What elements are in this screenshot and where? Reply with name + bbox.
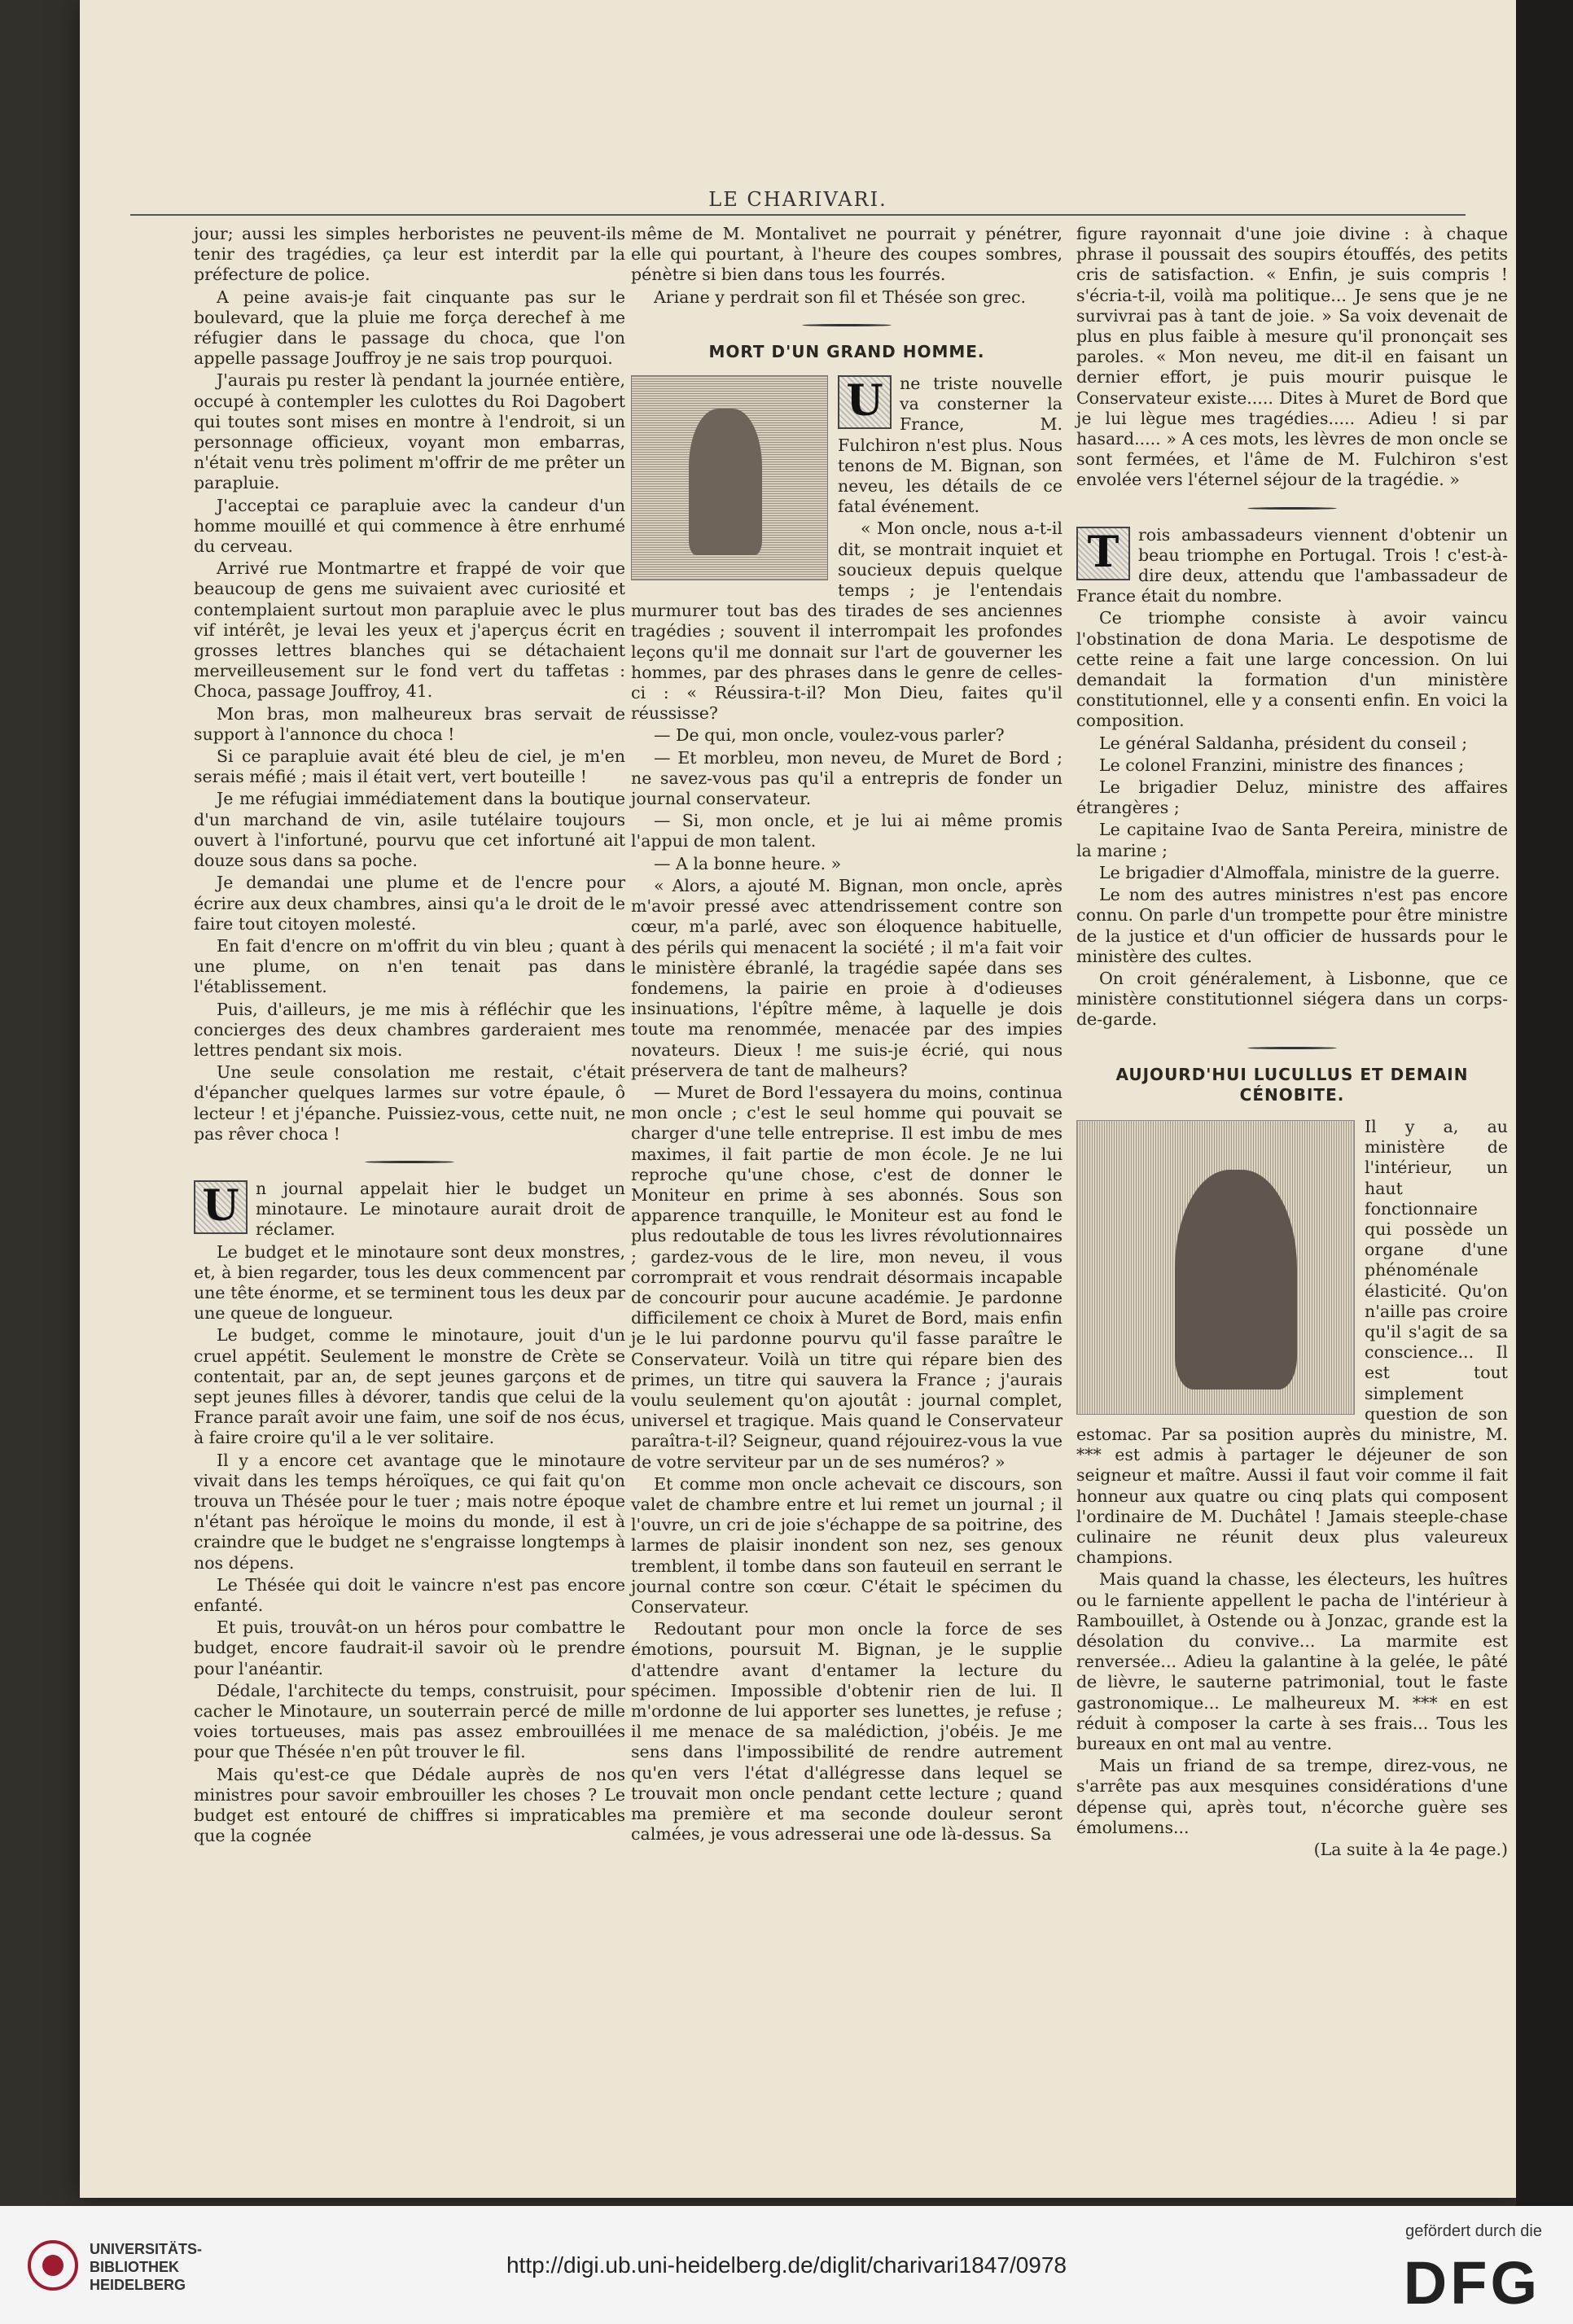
library-name-line: UNIVERSITÄTS-: [90, 2241, 203, 2257]
paragraph: figure rayonnait d'une joie divine : à chaque phrase il poussait des soupirs étouffés, des petits cris de satisfaction. « Enfin, je suis compris ! s'écria-t-il, voilà ma politique... Je sens que je ne survivrai pas à tant de joie. » Sa voix devenait de plus en plus faible à mesure qu'il prononçait ses paroles. « Mon neveu, me dit-il en faisant un dernier effort, je puis mourir puisque le Conservateur existe..... Dites à Muret de Bord que je lui lègue mes tragédies..... Adieu ! si par hasard..... » A ces mots, les lèvres de mon oncle se sont fermées, et l'âme de M. Fulchiron s'est envolée vers l'éternel séjour de la tragédie. »: [1076, 224, 1508, 490]
viewer-footer: [0, 2206, 1573, 2324]
paragraph: Je me réfugiai immédiatement dans la boutique d'un marchand de vin, asile tutélaire toujours ouvert à l'infortuné, pourvu que cet infortuné ait douze sous dans sa poche.: [194, 789, 625, 871]
paragraph: — Si, mon oncle, et je lui ai même promis l'appui de mon talent.: [631, 811, 1063, 851]
dropcap-initial: U: [838, 375, 892, 429]
paragraph: Ariane y perdrait son fil et Thésée son grec.: [654, 287, 1026, 307]
paragraph: Je demandai une plume et de l'encre pour écrire aux deux chambres, ainsi qu'a le droit de le faire tout citoyen molesté.: [194, 873, 625, 934]
paragraph: On croit généralement, à Lisbonne, que ce ministère constitutionnel siégera dans un corps-de-garde.: [1076, 968, 1508, 1030]
paragraph: Le capitaine Ivao de Santa Pereira, ministre de la marine ;: [1076, 820, 1508, 860]
column-2: [631, 224, 1063, 1846]
paragraph: — De qui, mon oncle, voulez-vous parler?: [654, 725, 1005, 746]
adjacent-page-edge: [1516, 0, 1573, 2206]
paragraph: En fait d'encre on m'offrit du vin bleu ; quant à une plume, on n'en tenait pas dans l'établissement.: [194, 935, 625, 997]
paragraph: même de M. Montalivet ne pourrait y pénétrer, elle qui pourtant, à l'heure des coupes sombres, pénètre si bien dans tous les fourrés.: [631, 224, 1063, 285]
paragraph: Il y a, au ministère de l'intérieur, un haut fonctionnaire qui possède un organe d'une phénoménale élasticité. Qu'on n'aille pas croire qu'il s'agit de sa conscience... Il est tout simplement question de son estomac. Par sa position auprès du ministre, M. *** est admis à partager le déjeuner de son seigneur et maître. Aussi il faut voir comme il fait honneur aux quatre ou cinq plats qui composent l'ordinaire de M. Duchâtel ! Jamais steeple-chase culinaire ne réunit deux plus valeureux champions.: [1076, 1116, 1508, 1568]
article-heading: AUJOURD'HUI LUCULLUS ET DEMAIN CÉNOBITE.: [1115, 1064, 1469, 1105]
paragraph: Le nom des autres ministres n'est pas encore connu. On parle d'un trompette pour être ministre de la justice et d'un officier de hussards pour le ministère des cultes.: [1076, 885, 1508, 966]
paragraph: J'aurais pu rester là pendant la journée entière, occupé à contempler les culottes du Roi Dagobert qui toutes sont mises en montre à l'endroit, si un personnage officieux, voyant mon embarras, n'était venu très poliment m'offrir de me prêter un parapluie.: [194, 370, 625, 493]
paragraph: Il y a encore cet avantage que le minotaure vivait dans les temps héroïques, ce qui fait qu'on trouva un Thésée pour le tuer ; mais notre époque n'étant pas héroïque le moins du monde, il est à craindre que le budget ne s'engraisse longtemps à nos dépens.: [194, 1450, 625, 1573]
column-3: [1076, 224, 1508, 1862]
paragraph: Et comme mon oncle achevait ce discours, son valet de chambre entre et lui remet un journal ; il l'ouvre, un cri de joie s'échappe de sa poitrine, des larmes de plaisir inondent son nez, ses genoux tremblent, il tombe dans son fauteuil en serrant le journal contre son cœur. C'était le spécimen du Conservateur.: [631, 1473, 1063, 1617]
paragraph: Le Thésée qui doit le vaincre n'est pas encore enfanté.: [194, 1574, 625, 1615]
paragraph: Dédale, l'architecte du temps, construisit, pour cacher le Minotaure, un souterrain percé de mille voies tortueuses, mais pas assez embrouillées pour que Thésée n'en pût trouver le fil.: [194, 1680, 625, 1762]
section-divider: [1076, 1040, 1508, 1055]
funding-note: gefördert durch die: [1405, 2222, 1542, 2240]
masthead-rule: [130, 214, 1466, 216]
paragraph: Le colonel Franzini, ministre des finances ;: [1099, 755, 1465, 775]
paragraph: — A la bonne heure. »: [654, 853, 842, 873]
paragraph: — Muret de Bord l'essayera du moins, continua mon oncle ; c'est le seul homme qui pouvait se charger d'une telle entreprise. Il est imbu de mes maximes, il fait partie de mon école. Je ne lui reproche qu'une chose, c'est de donner le Moniteur en prime à ses abonnés. Sous son apparence tranquille, le Moniteur est au fond le plus redoutable de tous les livres révolutionnaires ; gardez-vous de le lire, mon neveu, il vous corromprait et vous rendrait désormais incapable de concourir pour aucune académie. Je pardonne difficilement ce choix à Muret de Bord, mais enfin je le lui pardonne pourvu qu'il fasse paraître le Conservateur. Voilà un titre qui répare bien des primes, un titre qui sauvera la France ; j'aurais voulu seulement qu'on ajoutât : journal complet, universel et tragique. Mais quand le Conservateur paraîtra-t-il? Seigneur, quand réjouirez-vous la vue de votre serviteur par un de ses numéros? »: [631, 1082, 1063, 1472]
paragraph: Redoutant pour mon oncle la force de ses émotions, poursuit M. Bignan, je le supplie d'attendre avant d'entamer la lecture du spécimen. Impossible d'obtenir rien de lui. Il m'ordonne de lui apporter ses lunettes, je refuse ; il me menace de sa malédiction, j'obéis. Je me sens dans l'impossibilité de rendre autrement qu'en vers l'état d'allégresse dans lequel se trouvait mon oncle pendant cette lecture ; quand ma première et ma seconde douleur seront calmées, je vous adresserai une ode là-dessus. Sa: [631, 1619, 1063, 1845]
paragraph: Mais qu'est-ce que Dédale auprès de nos ministres pour savoir embrouiller les choses ? Le budget est entouré de chiffres si impraticables que la cognée: [194, 1764, 625, 1846]
source-url-link[interactable]: http://digi.ub.uni-heidelberg.de/diglit/charivari1847/0978: [506, 2252, 1067, 2278]
section-divider: [631, 317, 1063, 332]
paragraph: Le brigadier Deluz, ministre des affaires étrangères ;: [1076, 777, 1508, 818]
column-1: [194, 224, 625, 1848]
section-divider: [1076, 501, 1508, 515]
section-divider: [194, 1154, 625, 1169]
paragraph: J'acceptai ce parapluie avec la candeur d'un homme mouillé et qui commence à être enrhumé du cerveau.: [194, 495, 625, 557]
engraving-illustration: [631, 375, 828, 580]
paragraph: « Alors, a ajouté M. Bignan, mon oncle, après m'avoir pressé avec attendrissement contre son cœur, m'a parlé, avec son éloquence habituelle, des périls qui menacent la société ; il m'a fait voir le ministère ébranlé, la tragédie sapée dans ses fondemens, la pairie en proie à d'odieuses insinuations, l'épître même, à laquelle je dois toute ma renommée, menacée par des impies novateurs. Dieux ! me suis-je écrié, qui nous préservera de tant de malheurs?: [631, 875, 1063, 1080]
paragraph: Le budget, comme le minotaure, jouit d'un cruel appétit. Seulement le monstre de Crète se contentait, par an, de sept jeunes garçons et de sept jeunes filles à dévorer, tandis que celui de la France paraît avoir une faim, une soif de nos écus, à faire croire qu'il a le ver solitaire.: [194, 1325, 625, 1448]
article-heading: MORT D'UN GRAND HOMME.: [708, 341, 985, 361]
masthead: [130, 183, 1466, 216]
paragraph: Si ce parapluie avait été bleu de ciel, je m'en serais méfié ; mais il était vert, vert bouteille !: [194, 746, 625, 787]
dfg-logo: DFG: [1403, 2249, 1540, 2317]
paragraph: « Mon oncle, nous a-t-il dit, se montrait inquiet et soucieux depuis quelque temps ; je l'entendais murmurer tout bas des tirades de ses anciennes tragédies ; souvent il interrompait les profondes leçons qu'il me donnait sur l'art de gouverner les hommes, par des phrases dans le genre de celles-ci : « Réussira-t-il? Mon Dieu, faites qu'il réussisse?: [631, 519, 1063, 724]
paragraph: Mais un friand de sa trempe, direz-vous, ne s'arrête pas aux mesquines considérations d'une dépense qui, après tout, n'écorche guère ses émolumens...: [1076, 1756, 1508, 1837]
paragraph: n journal appelait hier le budget un minotaure. Le minotaure aurait droit de réclamer.: [256, 1178, 625, 1240]
paragraph: jour; aussi les simples herboristes ne peuvent-ils tenir des tragédies, ça leur est interdit par la préfecture de police.: [194, 224, 625, 285]
engraving-illustration: [1076, 1120, 1355, 1415]
paragraph: Une seule consolation me restait, c'était d'épancher quelques larmes sur votre épaule, ô lecteur ! et j'épanche. Puissiez-vous, cette nuit, ne pas rêver choca !: [194, 1062, 625, 1144]
dropcap-initial: U: [194, 1180, 248, 1234]
library-name-line: HEIDELBERG: [90, 2277, 186, 2293]
paragraph: Le budget et le minotaure sont deux monstres, et, à bien regarder, tous les deux commencent par une tête énorme, et se terminent tous les deux par une queue de longueur.: [194, 1241, 625, 1324]
paragraph: ne triste nouvelle va consterner la France, M. Fulchiron n'est plus. Nous tenons de M. Bignan, son neveu, les détails de ce fatal événement.: [838, 374, 1063, 517]
paragraph: Le général Saldanha, président du conseil ;: [1099, 733, 1468, 753]
masthead-title: LE CHARIVARI.: [708, 188, 887, 211]
paragraph: A peine avais-je fait cinquante pas sur le boulevard, que la pluie me força derechef à me réfugier dans le passage du choca, que l'on appelle passage Jouffroy je ne sais trop pourquoi.: [194, 287, 625, 369]
paragraph: — Et morbleu, mon neveu, de Muret de Bord ; ne savez-vous pas qu'il a entrepris de fonder un journal conservateur.: [631, 747, 1063, 809]
paragraph: Arrivé rue Montmartre et frappé de voir que beaucoup de gens me suivaient avec curiosité et contemplaient surtout mon parapluie avec le plus vif intérêt, je levai les yeux et j'aperçus écrit en grosses lettres blanches qui se détachaient merveilleusement sur le fond vert du taffetas : Choca, passage Jouffroy, 41.: [194, 558, 625, 702]
paragraph: Puis, d'ailleurs, je me mis à réfléchir que les concierges des deux chambres garderaient mes lettres pendant six mois.: [194, 999, 625, 1060]
continuation-note: (La suite à la 4e page.): [1313, 1840, 1508, 1860]
paragraph: Le brigadier d'Almoffala, ministre de la guerre.: [1099, 862, 1501, 882]
library-name-line: BIBLIOTHEK: [90, 2259, 179, 2275]
paragraph: Et puis, trouvât-on un héros pour combattre le budget, encore faudrait-il savoir où le prendre pour l'anéantir.: [194, 1617, 625, 1678]
paragraph: Mon bras, mon malheureux bras servait de support à l'annonce du choca !: [194, 703, 625, 744]
dropcap-initial: T: [1076, 527, 1130, 580]
paragraph: Mais quand la chasse, les électeurs, les huîtres ou le farniente appellent le pacha de l'intérieur à Rambouillet, à Ostende ou à Jonzac, grande est la désolation du convive... La marmite est renversée... Adieu la galantine à la gelée, le pâté de lièvre, le sauterne patrimonial, tout le faste gastronomique... Le malheureux M. *** en est réduit à composer la carte à ses frais... Tous les bureaux en ont mal au ventre.: [1076, 1569, 1508, 1754]
paragraph: Ce triomphe consiste à avoir vaincu l'obstination de dona Maria. Le despotisme de cette reine a fait une large concession. On lui demandait la formation d'un ministère constitutionnel, elle y a consenti enfin. En voici la composition.: [1076, 608, 1508, 731]
paragraph: rois ambassadeurs viennent d'obtenir un beau triomphe en Portugal. Trois ! c'est-à-dire deux, attendu que l'ambassadeur de France était du nombre.: [1076, 524, 1508, 606]
